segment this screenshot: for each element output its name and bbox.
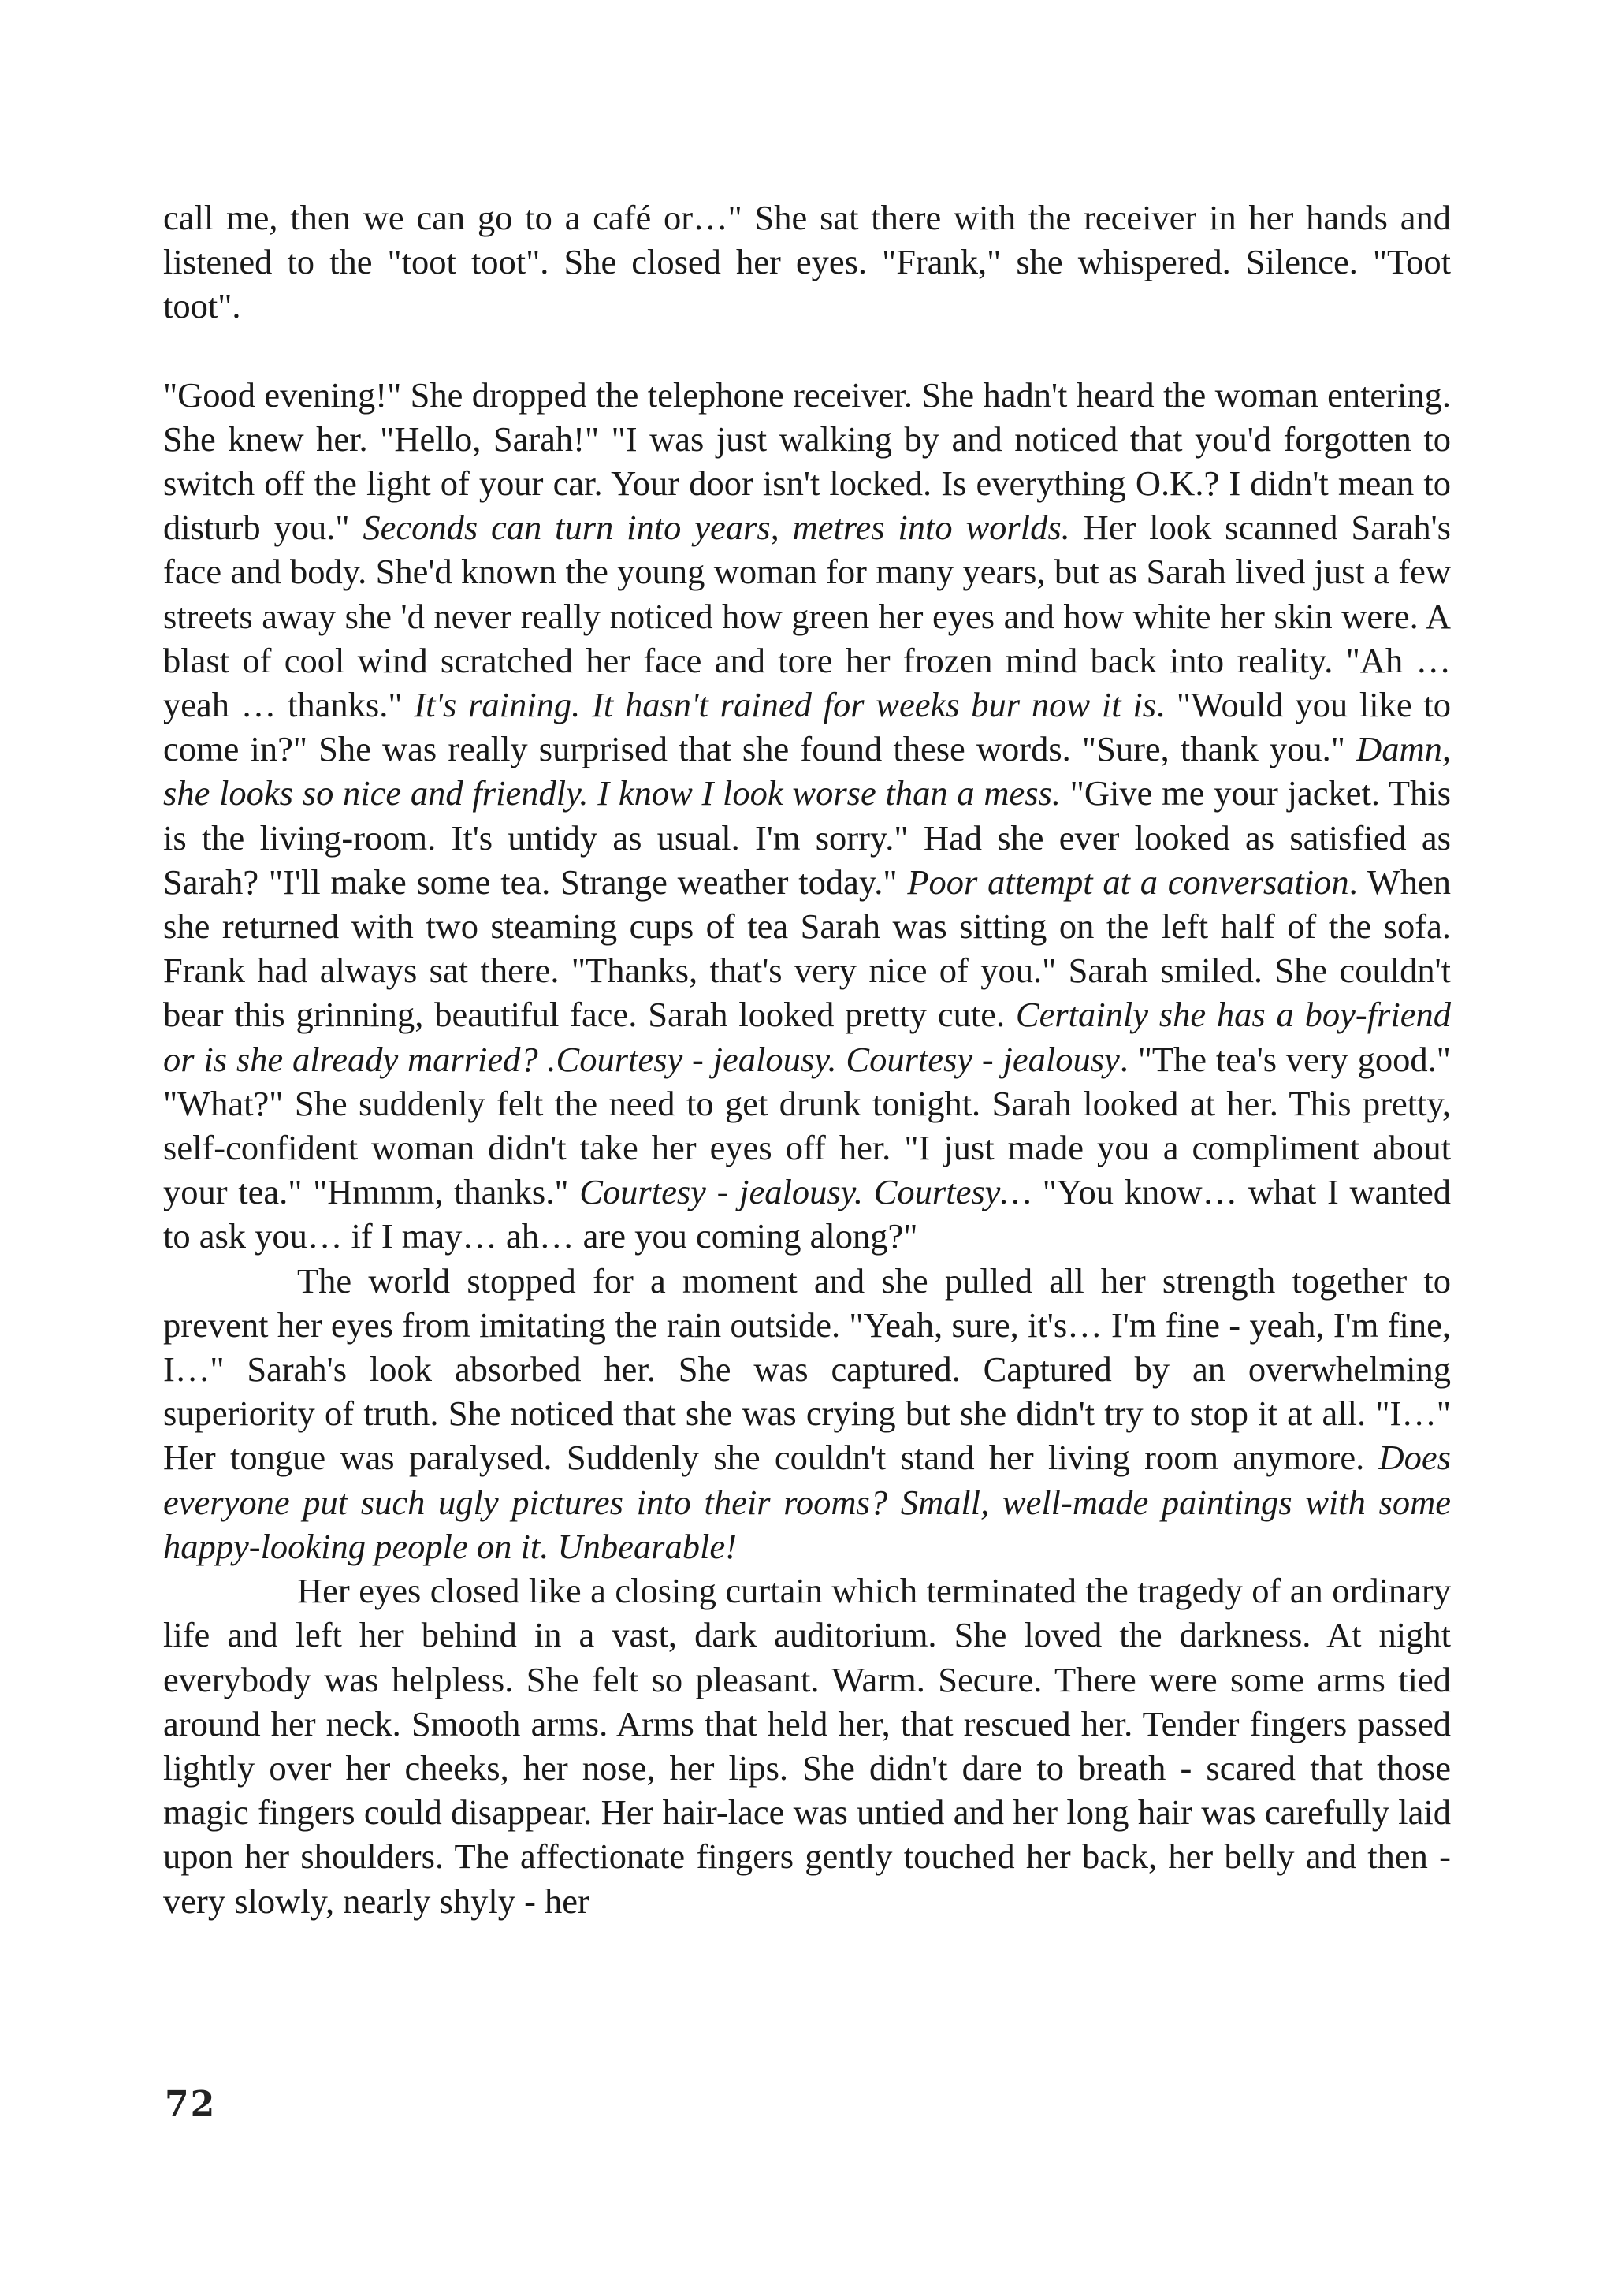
text-run: "You know… what I wanted to ask you… if I may… ah… are you coming along?" xyxy=(163,1172,1451,1256)
italic-thought: Damn, she looks so nice and friendly. I know I look worse than a mess. xyxy=(163,729,1451,813)
paragraph-2 xyxy=(163,373,1451,1259)
paragraph-4 xyxy=(163,1568,1451,1923)
text-run: . When she returned with two steaming cups of tea Sarah was sitting on the left half of the sofa. Frank had always sat there. "Thanks, that's very nice of you." Sarah smiled. She couldn't bear this grinning, beautiful face. Sarah looked pretty cute. xyxy=(163,861,1451,1035)
text-run: Her look scanned Sarah's face and body. She'd known the young woman for many years, but as Sarah lived just a few streets away she 'd never really noticed how green her eyes and how white her skin were. A blast of cool wind scratched her face and tore her frozen mind back into reality. "Ah … yeah … thanks." xyxy=(163,508,1452,725)
italic-thought: Certainly she has a boy-friend or is she already married? .Courtesy - jealousy. Courtesy - jealousy xyxy=(163,995,1451,1079)
italic-thought: Courtesy - jealousy. Courtesy… xyxy=(579,1172,1032,1212)
text-run: . "The tea's very good." "What?" She suddenly felt the need to get drunk tonight. Sarah looked at her. This pretty, self-confident woman didn't take her eyes off her. "I just made you a compliment about your tea." "Hmmm, thanks." xyxy=(163,1039,1451,1212)
text-run: "Give me your jacket. This is the living-room. It's untidy as usual. I'm sorry." Had she ever looked as satisfied as Sarah? "I'll make some tea. Strange weather today." xyxy=(163,773,1452,902)
italic-thought: Seconds can turn into years, metres into worlds. xyxy=(363,508,1070,548)
body-text xyxy=(163,195,1451,1923)
italic-thought: Does everyone put such ugly pictures into their rooms? Small, well-made paintings with some happy-looking people on it. Unbearable! xyxy=(163,1438,1451,1566)
paragraph-3 xyxy=(163,1259,1451,1568)
italic-thought: It's raining. It hasn't rained for weeks bur now it is xyxy=(414,685,1157,725)
text-run: Her eyes closed like a closing curtain which terminated the tragedy of an ordinary life and left her behind in a vast, dark auditorium. She loved the darkness. At night everybody was helpless. She felt so pleasant. Warm. Secure. There were some arms tied around her neck. Smooth arms. Arms that held her, that rescued her. Tender fingers passed lightly over her cheeks, her nose, her lips. She didn't dare to breath - scared that those magic fingers could disappear. Her hair-lace was untied and her long hair was carefully laid upon her shoulders. The affectionate fingers gently touched her back, her belly and then - very slowly, nearly shyly - her xyxy=(163,1571,1451,1921)
text-run: . "Would you like to come in?" She was really surprised that she found these words. "Sure, thank you." xyxy=(163,685,1452,769)
page-number: 72 xyxy=(165,2084,217,2124)
text-run: call me, then we can go to a café or…" She sat there with the receiver in her hands and listened to the "toot toot". She closed her eyes. "Frank," she whispered. Silence. "Toot toot". xyxy=(163,198,1451,326)
paragraph-1 xyxy=(163,195,1451,329)
italic-thought: Poor attempt at a conversation xyxy=(907,861,1349,902)
text-run: The world stopped for a moment and she pulled all her strength together to prevent her eyes from imitating the rain outside. "Yeah, sure, it's… I'm fine - yeah, I'm fine, I…" Sarah's look absorbed her. She was captured. Captured by an overwhelming superiority of truth. She noticed that she was crying but she didn't try to stop it at all. "I…" Her tongue was paralysed. Suddenly she couldn't stand her living room anymore. xyxy=(163,1260,1451,1478)
text-run: "Good evening!" She dropped the telephone receiver. She hadn't heard the woman entering. She knew her. "Hello, Sarah!" "I was just walking by and noticed that you'd forgotten to switch off the light of your car. Your door isn't locked. Is everything O.K.? I didn't mean to disturb you." xyxy=(163,374,1451,548)
